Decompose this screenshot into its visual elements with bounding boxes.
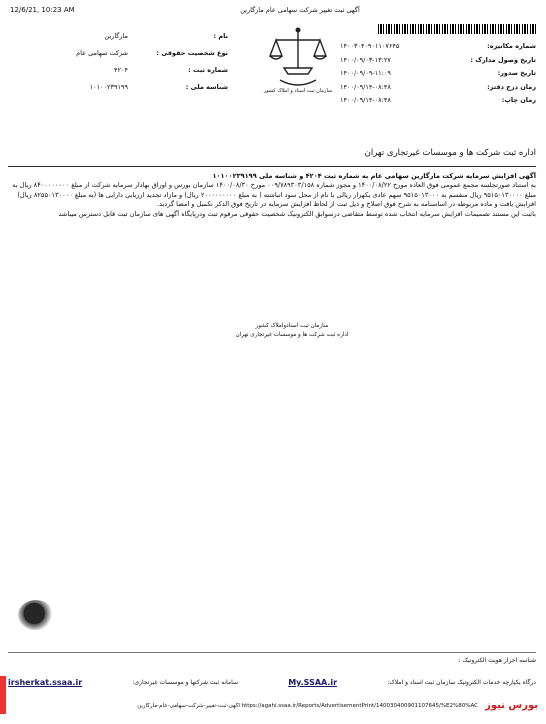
info-row: شماره ثبت : ۴۲۰۴	[114, 66, 228, 74]
org-header: اداره ثبت شرکت ها و موسسات غیرتجاری تهران	[364, 148, 536, 158]
barcode	[378, 24, 536, 34]
info-row: نوع شخصیت حقوقی : شرکت سهامی عام	[76, 49, 228, 57]
irsherkat-link[interactable]: irsherkat.ssaa.ir	[8, 678, 83, 687]
announcement-title: آگهی افزایش سرمایه شرکت مارگارین سهامی عام به شماره ثبت ۴۲۰۴ و شناسه ملی ۱۰۱۰۰۲۳۹۱۹۹	[212, 172, 536, 180]
announcement-paragraph: به استناد صورتجلسه مجمع عمومی فوق العاده مورخ ۱۴۰۰/۰۸/۲۲ و مجوز شماره ۰۰۹/۷۸۹۳۰۳/۱۵۸ مورخ ۱۴۰۰/۰۸/۳۰ سازمان بورس و اوراق بهادار سرمایه شرکت از مبلغ ۸۴۰۰۰۰۰۰۰۰ ریال به مبلغ ۹۵۱۵۰۱۳۰۰۰۰ ریال منقسم به ۹۵۱۵۰۱۳۰۰۰ سهم عادی یکهزار ریالی با نام از محل سود انباشته ( به مبلغ ۲۰۰۰۰۰۰۰۰۰ ریال) و مازاد تجدید ارزیابی دارایی ها (به مبلغ ۸۲۵۵۰۱۳۰۰۰۰ ریال) افزایش یافت و ماده مربوطه در اساسنامه به شرح فوق اصلاح و ذیل ثبت از لحاظ افزایش سرمایه در تاریخ فوق الذکر تکمیل و امضا گردید.	[12, 181, 536, 209]
meta-row: تاریخ وصول مدارک : ۱۴۰۰/۰۹/۰۳-۱۳:۲۷	[340, 55, 536, 64]
signature-line: اداره ثبت شرکت ها و موسسات غیرتجاری تهران	[235, 332, 349, 338]
e-id-label: شناسه احراز هویت الکترونیک :	[458, 657, 536, 664]
scan-smudge	[18, 600, 54, 630]
reg-system-label: سامانه ثبت شرکتها و موسسات غیرتجاری:	[132, 679, 238, 686]
print-title: آگهی ثبت تغییر شرکت سهامی عام مارگارین	[240, 6, 360, 14]
announcement-note: باثبت این مستند تصمیمات افزایش سرمایه انتخاب شده توسط متقاضی درسوابق الکترونیک شخصیت حقوقی مرقوم ثبت ودرپایگاه آگهی های سازمان ثبت قابل دسترس میباشد	[58, 209, 536, 218]
emblem-caption: سازمان ثبت اسناد و املاک کشور	[263, 88, 333, 94]
info-row: شناسه ملی : ۱۰۱۰۰۲۳۹۱۹۹	[89, 83, 228, 91]
footer-links	[8, 678, 536, 687]
meta-row: شماره مکانیزه: ۱۴۰۰۳۰۴۰۹۰۱۱۰۷۶۴۵	[340, 42, 536, 50]
meta-row: زمان چاپ: ۱۴۰۰/۰۹/۱۴-۰۸:۴۸	[340, 96, 536, 104]
page-url[interactable]: https://agahi.ssaa.ir/Reports/AdvertisementPrint/14003040090110764​5/%E2%80%AC آگهی-ثبت-تغییر-شرکت-سهامی-عام-مارگارین	[137, 703, 478, 709]
portal-label: درگاه یکپارچه خدمات الکترونیک سازمان ثبت اسناد و املاک:	[387, 679, 536, 686]
print-datetime: 12/6/21, 10:23 AM	[10, 6, 75, 14]
company-info	[8, 28, 228, 96]
meta-row: زمان درج دفتر: ۱۴۰۰/۰۹/۱۴-۰۸:۴۸	[340, 82, 536, 91]
my-ssaa-link[interactable]: My.SSAA.ir	[288, 678, 338, 687]
side-strip	[0, 676, 6, 714]
registration-meta	[340, 40, 536, 108]
judiciary-emblem-icon	[262, 24, 334, 94]
signature-block	[212, 322, 372, 340]
announcement-body	[8, 172, 536, 219]
info-row: نام : مارگارین	[104, 32, 228, 40]
bourse-news-logo: بورس نیوز	[485, 700, 538, 711]
footer-divider	[8, 652, 536, 653]
header-divider	[8, 166, 536, 167]
signature-line: سازمان ثبت اسنادواملاک کشور	[255, 323, 329, 329]
meta-row: تاریخ صدور: ۱۴۰۰/۰۹/۰۹-۱۱:۰۹	[340, 69, 536, 77]
